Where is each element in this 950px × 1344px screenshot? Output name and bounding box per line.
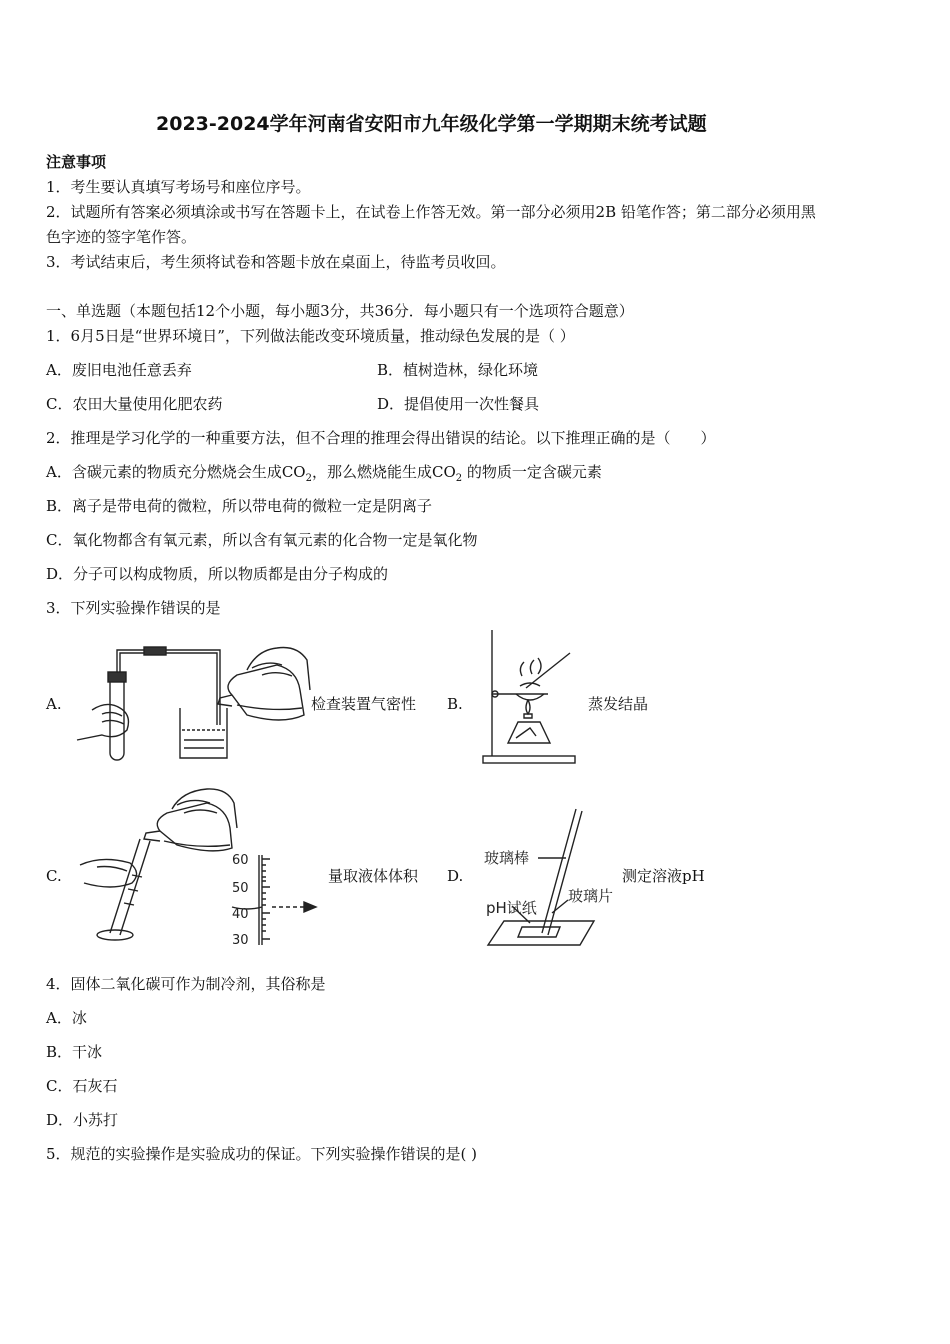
q4-option-c: C．石灰石	[46, 1077, 118, 1095]
glass-rod-label: 玻璃棒	[484, 849, 530, 867]
subscript-2: 2	[455, 473, 463, 484]
q1-option-a: A．废旧电池任意丢弃	[46, 361, 192, 379]
glass-plate-label: 玻璃片	[568, 887, 614, 905]
q3-option-d-letter: D.	[447, 867, 464, 885]
q2-option-b: B．离子是带电荷的微粒，所以带电荷的微粒一定是阴离子	[46, 497, 433, 515]
q2-a-part1: A．含碳元素的物质充分燃烧会生成CO	[46, 463, 306, 481]
airtightness-check-figure	[72, 630, 312, 769]
question-3-stem: 3．下列实验操作错误的是	[46, 599, 221, 617]
q2-option-a	[46, 462, 602, 489]
tick-label: 40	[232, 907, 249, 922]
q1-option-c: C．农田大量使用化肥农药	[46, 395, 223, 413]
q3-option-b-letter: B.	[447, 695, 463, 713]
question-1-stem: 1．6月5日是“世界环境日”，下列做法能改变环境质量，推动绿色发展的是（ ）	[46, 327, 575, 345]
evaporation-figure	[478, 628, 583, 772]
subscript-2: 2	[305, 473, 312, 484]
tick-label: 50	[232, 881, 249, 896]
question-4-stem: 4．固体二氧化碳可作为制冷剂，其俗称是	[46, 975, 326, 993]
question-5-stem: 5．规范的实验操作是实验成功的保证。下列实验操作错误的是( )	[46, 1145, 478, 1163]
ph-test-figure	[482, 803, 614, 955]
q3-option-a-letter: A.	[46, 695, 62, 713]
q3-option-c-caption: 量取液体体积	[328, 867, 419, 885]
q2-a-part3: 的物质一定含碳元素	[462, 463, 602, 481]
q1-option-b: B．植树造林，绿化环境	[377, 361, 539, 379]
q1-option-d: D．提倡使用一次性餐具	[377, 395, 540, 413]
notice-item: 1．考生要认真填写考场号和座位序号。	[46, 178, 311, 196]
section-heading: 一、单选题（本题包括12个小题，每小题3分，共36分．每小题只有一个选项符合题意）	[46, 302, 634, 320]
tick-label: 30	[232, 933, 249, 948]
notice-item: 2．试题所有答案必须填涂或书写在答题卡上，在试卷上作答无效。第一部分必须用2B 铅笔作答；第二部分必须用黑	[46, 203, 816, 221]
notice-heading: 注意事项	[46, 153, 107, 171]
question-2-stem: 2．推理是学习化学的一种重要方法，但不合理的推理会得出错误的结论。以下推理正确的是（ ）	[46, 429, 716, 447]
q2-a-part2: ，那么燃烧能生成CO	[311, 463, 456, 481]
q3-option-d-caption: 测定溶液pH	[622, 867, 705, 885]
q3-option-c-letter: C.	[46, 867, 62, 885]
q4-option-a: A．冰	[46, 1009, 87, 1027]
q2-option-d: D．分子可以构成物质，所以物质都是由分子构成的	[46, 565, 389, 583]
q2-option-c: C．氧化物都含有氧元素，所以含有氧元素的化合物一定是氧化物	[46, 531, 478, 549]
notice-item: 3．考试结束后，考生须将试卷和答题卡放在桌面上，待监考员收回。	[46, 253, 506, 271]
ph-paper-label: pH试纸	[486, 899, 537, 917]
notice-item: 色字迹的签字笔作答。	[46, 228, 197, 246]
tick-label: 60	[232, 853, 249, 868]
q4-option-b: B．干冰	[46, 1043, 103, 1061]
q3-option-a-caption: 检查装置气密性	[311, 695, 417, 713]
q3-option-b-caption: 蒸发结晶	[588, 695, 649, 713]
q4-option-d: D．小苏打	[46, 1111, 119, 1129]
measure-volume-figure	[72, 783, 327, 952]
page-title: 2023-2024学年河南省安阳市九年级化学第一学期期末统考试题	[156, 113, 707, 135]
